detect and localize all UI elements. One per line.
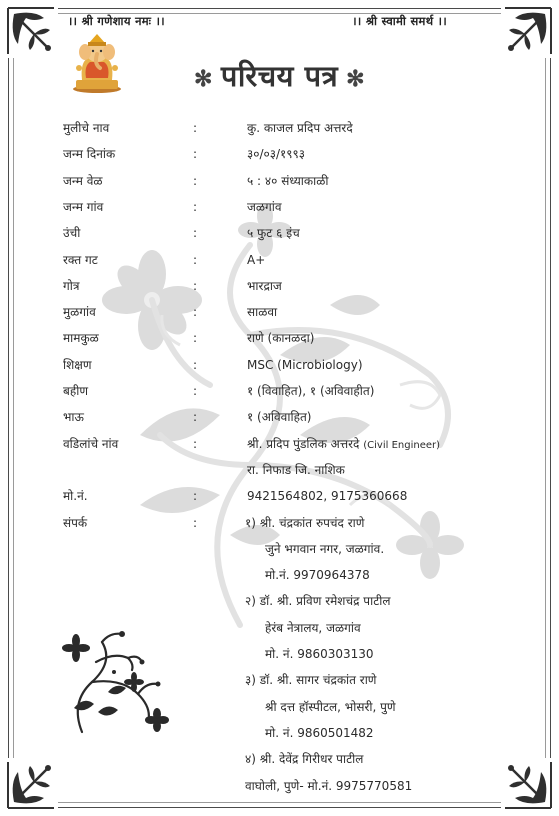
detail-value [247, 378, 374, 404]
detail-colon: : [193, 410, 198, 425]
detail-row [0, 220, 559, 246]
detail-row [0, 483, 559, 509]
detail-colon: : [193, 173, 198, 188]
detail-value [247, 483, 407, 509]
detail-value-text: १ (अविवाहित) [247, 410, 312, 425]
detail-value-text: १ (विवाहित), १ (अविवाहीत) [247, 384, 375, 398]
detail-colon: : [193, 278, 198, 293]
contact-row [0, 746, 559, 772]
detail-value-text: रा. निफाड जि. नाशिक [247, 462, 345, 477]
detail-value [247, 273, 282, 299]
detail-label: मुलीचे नाव [63, 121, 110, 135]
detail-value-text: भारद्राज [247, 278, 282, 293]
detail-label: मुळगांव [63, 305, 96, 320]
detail-value [247, 299, 277, 325]
detail-colon: : [193, 489, 198, 504]
detail-row [0, 299, 559, 325]
contact-row [0, 562, 559, 588]
detail-value-note: (Civil Engineer) [363, 439, 441, 451]
contact-line: मो. नं. 9860303130 [265, 647, 374, 661]
corner-ornament-icon [501, 4, 555, 58]
detail-colon: : [193, 357, 198, 372]
detail-value [247, 457, 345, 483]
detail-value [247, 247, 265, 273]
detail-label: बहीण [63, 384, 89, 398]
star-ornament-icon: ✻ [193, 66, 213, 92]
detail-value-text: A+ [247, 252, 266, 267]
detail-value-text: श्री. प्रदिप पुंडलिक अत्तरदे [247, 436, 360, 451]
detail-row [0, 273, 559, 299]
detail-colon: : [193, 252, 198, 267]
detail-row [0, 325, 559, 351]
title-text: परिचय पत्र [220, 59, 339, 93]
detail-label: गोत्र [63, 278, 80, 293]
contact-line: जुने भगवान नगर, जळगांव. [265, 541, 385, 556]
page-title [0, 56, 559, 95]
detail-value [247, 115, 353, 141]
contact-line: १) श्री. चंद्रकांत रुपचंद राणे [245, 515, 365, 530]
detail-colon: : [193, 226, 198, 241]
contact-line: हेरंब नेत्रालय, जळगांव [265, 620, 361, 635]
detail-value [247, 352, 363, 378]
contact-row [0, 615, 559, 641]
detail-value-text: 9421564802, 9175360668 [247, 489, 408, 504]
detail-value-text: कु. काजल प्रदिप अत्तरदे [247, 121, 353, 135]
contact-line: ३) डॉ. श्री. सागर चंद्रकांत राणे [245, 673, 377, 688]
detail-value-text: जळगांव [247, 199, 282, 214]
detail-label: संपर्क [63, 515, 88, 530]
contact-row [0, 720, 559, 746]
detail-row [0, 141, 559, 167]
detail-colon: : [193, 305, 198, 320]
detail-label: वडिलांचे नांव [63, 436, 119, 451]
detail-label: जन्म दिनांक [63, 147, 116, 162]
detail-label: जन्म वेळ [63, 173, 103, 188]
contact-line: २) डॉ. श्री. प्रविण रमेशचंद्र पाटील [245, 594, 391, 609]
detail-colon: : [193, 515, 198, 530]
detail-value [247, 404, 311, 430]
blessing-left: ।। श्री गणेशाय नमः ।। [68, 14, 165, 28]
detail-row [0, 352, 559, 378]
detail-value [247, 431, 440, 459]
detail-label: रक्त गट [63, 252, 98, 267]
detail-value [247, 168, 328, 194]
detail-colon: : [193, 147, 198, 162]
detail-label: शिक्षण [63, 357, 92, 372]
contact-row [0, 667, 559, 693]
detail-value [247, 325, 314, 351]
detail-label: मो.नं. [63, 489, 88, 504]
detail-label: जन्म गांव [63, 199, 104, 214]
detail-colon: : [193, 199, 198, 214]
detail-row [0, 247, 559, 273]
contact-line: श्री दत्त हॉस्पीटल, भोसरी, पुणे [265, 699, 396, 714]
detail-colon: : [193, 384, 198, 398]
contact-row [0, 641, 559, 667]
detail-row [0, 457, 559, 483]
contact-row [0, 510, 559, 536]
detail-row [0, 168, 559, 194]
detail-value-text: MSC (Microbiology) [247, 357, 363, 372]
detail-value [247, 141, 305, 167]
detail-value-text: ३०/०३/१९९३ [247, 147, 306, 162]
star-ornament-icon: ✻ [346, 66, 366, 92]
detail-value-text: राणे (कानळदा) [247, 331, 315, 346]
contact-line: मो. नं. 9860501482 [265, 725, 374, 740]
detail-value [247, 194, 282, 220]
detail-label: उंची [63, 226, 81, 241]
detail-colon: : [193, 331, 198, 346]
detail-value-text: ५ फुट ६ इंच [247, 226, 300, 241]
detail-colon: : [193, 121, 198, 135]
detail-label: भाऊ [63, 410, 84, 425]
contact-row [0, 694, 559, 720]
contact-row [0, 588, 559, 614]
detail-row [0, 404, 559, 430]
corner-ornament-icon [4, 4, 58, 58]
detail-row [0, 431, 559, 457]
detail-colon: : [193, 436, 198, 451]
contact-line: वाघोली, पुणे- मो.नं. 9975770581 [245, 778, 413, 793]
contact-line: ४) श्री. देवेंद्र गिरीधर पाटील [245, 752, 364, 767]
detail-label: मामकुळ [63, 331, 99, 346]
detail-value [247, 220, 300, 246]
detail-value-text: साळवा [247, 305, 278, 320]
detail-row [0, 115, 559, 141]
detail-row [0, 378, 559, 404]
contact-row [0, 536, 559, 562]
contact-row [0, 773, 559, 799]
blessing-right: ।। श्री स्वामी समर्थ ।। [352, 14, 447, 28]
contact-line: मो.नं. 9970964378 [265, 568, 370, 583]
detail-value-text: ५ : ४० संध्याकाळी [247, 173, 329, 188]
detail-row [0, 194, 559, 220]
